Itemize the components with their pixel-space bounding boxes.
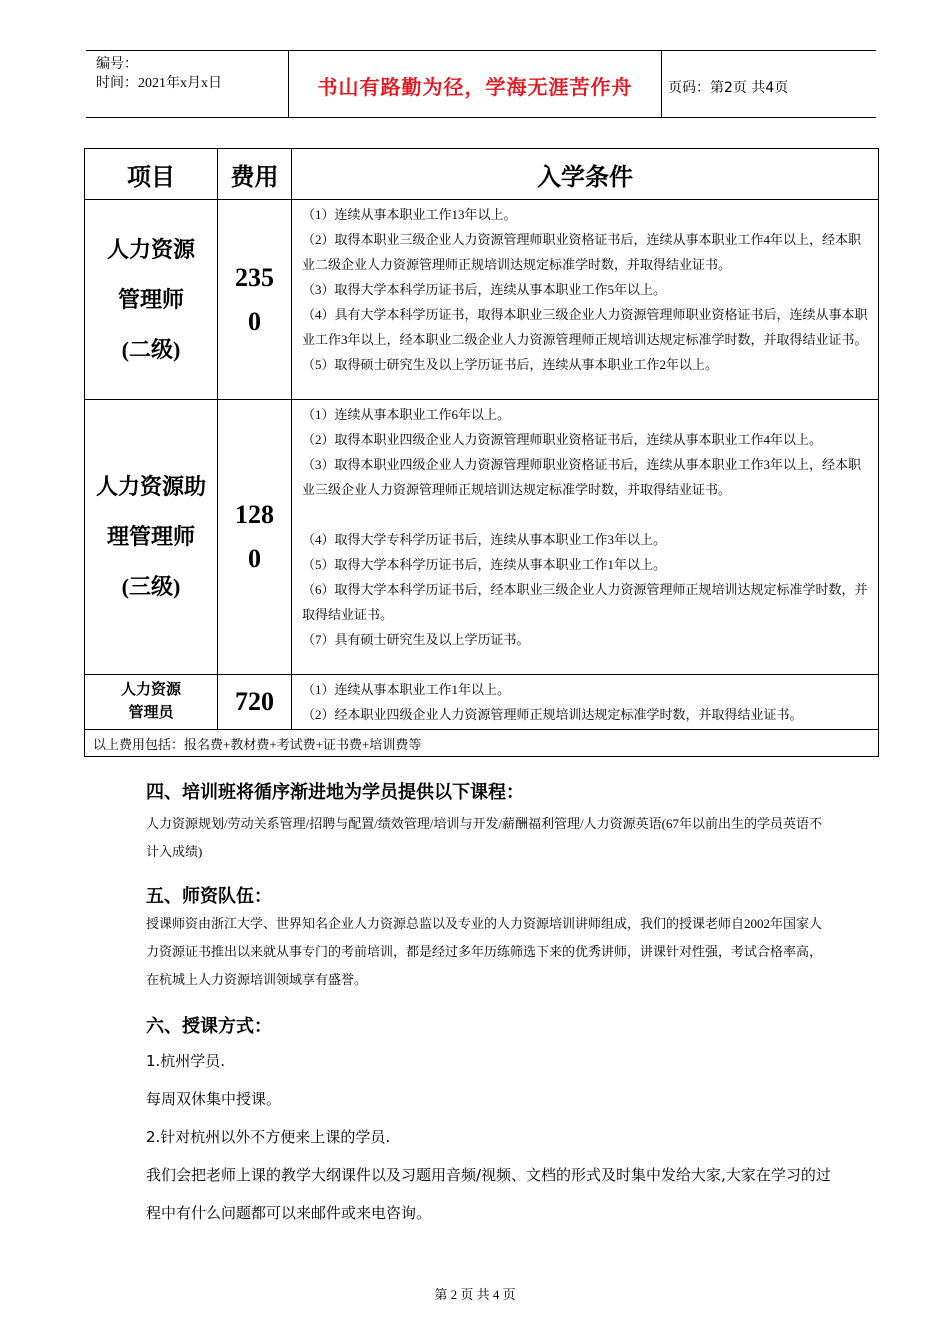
section-teaching-method [146,1012,836,1232]
section-title: 四、培训班将循序渐进地为学员提供以下课程： [146,782,524,803]
date-label: 时间：2021年x月x日 [96,76,222,91]
table-note-row [85,730,879,757]
condition-item: （4）具有大学本科学历证书，取得本职业三级企业人力资源管理师职业资格证书后，连续从事本职业工作3年以上，经本职业二级企业人力资源管理师正规培训达规定标准学时数，并取得结业证书。 [302,307,868,347]
section-teachers [146,882,826,994]
table-row [85,675,879,730]
section-text: 人力资源规划/劳动关系管理/招聘与配置/绩效管理/培训与开发/薪酬福利管理/人力资源英语(67年以前出生的学员英语不计入成绩) [146,816,823,859]
condition-item: （4）取得大学专科学历证书后，连续从事本职业工作3年以上。 [302,532,667,547]
condition-item: （7）具有硕士研究生及以上学历证书。 [302,632,530,647]
item-cell: 人力资源助 理管理师 (三级) [85,400,218,675]
fee-cell: 128 0 [218,400,292,675]
condition-item: （5）取得硕士研究生及以上学历证书后，连续从事本职业工作2年以上。 [302,357,719,372]
condition-item: （2）取得本职业四级企业人力资源管理师职业资格证书后，连续从事本职业工作4年以上。 [302,432,823,447]
condition-item: （3）取得大学本科学历证书后，连续从事本职业工作5年以上。 [302,282,667,297]
section-courses [146,778,826,866]
condition-item: （2）经本职业四级企业人力资源管理师正规培训达规定标准学时数，并取得结业证书。 [302,707,803,722]
header-meta [96,55,222,93]
conditions-cell [292,675,879,730]
table-row [85,200,879,400]
conditions-cell [292,200,879,400]
page-header [86,50,876,118]
section-text: 1.杭州学员. 每周双休集中授课。 2.针对杭州以外不方便来上课的学员. 我们会把老师上课的教学大纲课件以及习题用音频/视频、文档的形式及时集中发给大家,大家在学习的过程中有什么问题都可以来邮件或来电咨询。 [146,1052,831,1222]
condition-item: （6）取得大学本科学历证书后，经本职业三级企业人力资源管理师正规培训达规定标准学时数，并取得结业证书。 [302,582,868,622]
table-header-row [85,149,879,200]
condition-item: （1）连续从事本职业工作13年以上。 [302,207,517,222]
fee-table [84,148,879,757]
section-text: 授课师资由浙江大学、世界知名企业人力资源总监以及专业的人力资源培训讲师组成，我们的授课老师自2002年国家人力资源证书推出以来就从事专门的考前培训，都是经过多年历练筛选下来的优秀讲师，讲课针对性强，考试合格率高，在杭城上人力资源培训领域享有盛誉。 [146,916,823,987]
header-page-label: 页码：第2页 共4页 [668,80,789,96]
number-label: 编号： [96,57,138,72]
condition-spacer [302,502,870,527]
condition-item: （5）取得大学本科学历证书后，连续从事本职业工作1年以上。 [302,557,667,572]
conditions-cell [292,400,879,675]
item-cell: 人力资源 管理员 [85,675,218,730]
fee-note: 以上费用包括：报名费+教材费+考试费+证书费+培训费等 [85,730,879,757]
section-title: 五、师资队伍： [146,886,272,907]
header-divider [661,51,662,117]
fee-cell: 720 [218,675,292,730]
col-header-fee: 费用 [218,149,292,200]
col-header-item: 项目 [85,149,218,200]
condition-item: （1）连续从事本职业工作1年以上。 [302,682,511,697]
table-row [85,400,879,675]
fee-cell: 235 0 [218,200,292,400]
header-divider [288,51,289,117]
col-header-conditions: 入学条件 [292,149,879,200]
condition-item: （1）连续从事本职业工作6年以上。 [302,407,511,422]
header-motto: 书山有路勤为径，学海无涯苦作舟 [317,75,633,99]
page-footer: 第 2 页 共 4 页 [434,1287,516,1302]
condition-item: （2）取得本职业三级企业人力资源管理师职业资格证书后，连续从事本职业工作4年以上，经本职业二级企业人力资源管理师正规培训达规定标准学时数，并取得结业证书。 [302,232,862,272]
item-cell: 人力资源 管理师 (二级) [85,200,218,400]
section-title: 六、授课方式： [146,1016,272,1037]
condition-item: （3）取得本职业四级企业人力资源管理师职业资格证书后，连续从事本职业工作3年以上，经本职业三级企业人力资源管理师正规培训达规定标准学时数，并取得结业证书。 [302,457,862,497]
